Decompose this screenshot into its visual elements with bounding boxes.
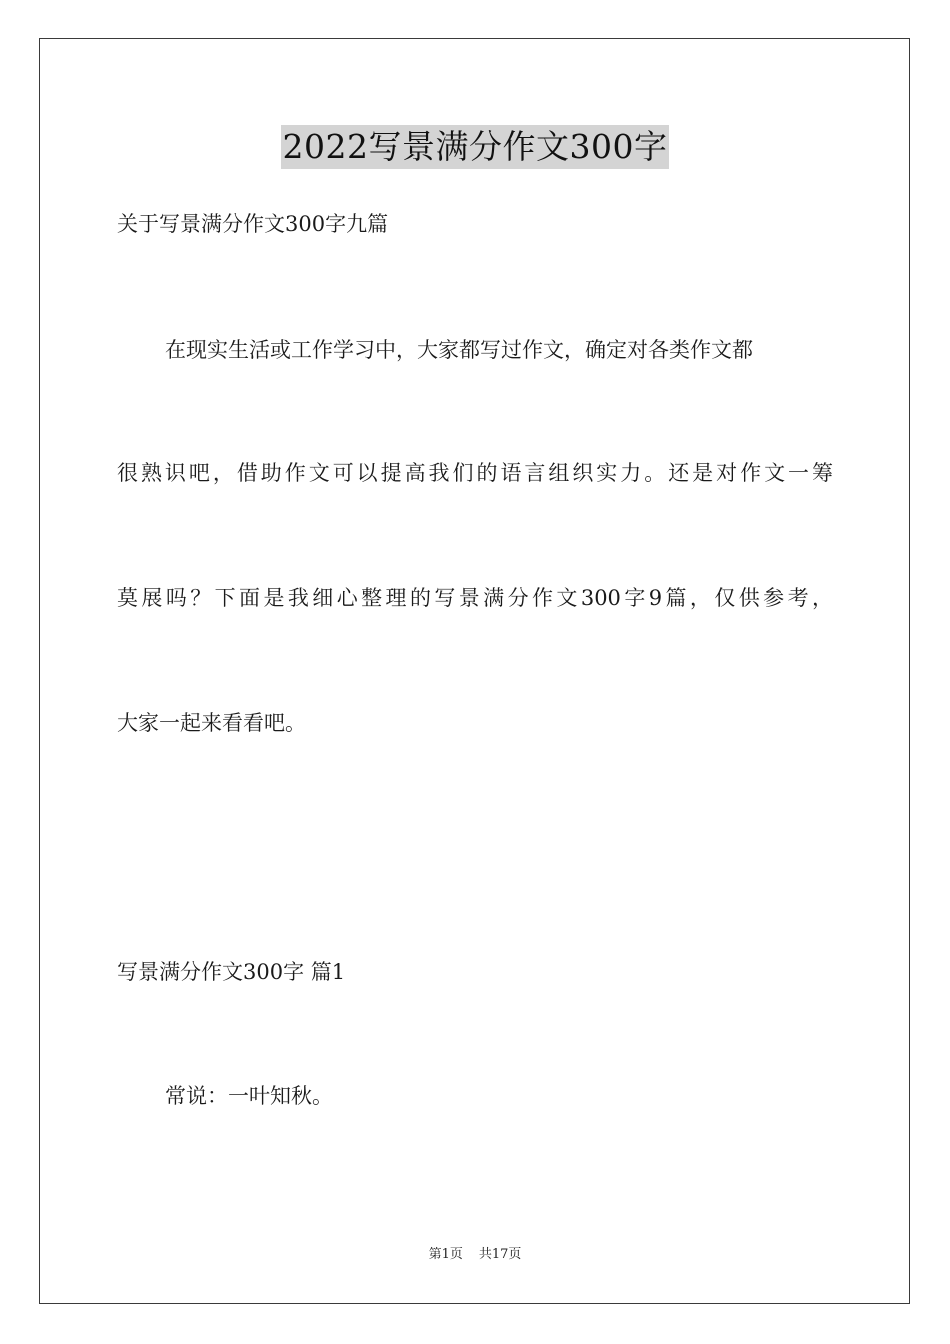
page-number-current: 第1页 [428, 1247, 463, 1262]
paragraph-line-1: 在现实生活或工作学习中，大家都写过作文，确定对各类作文都 [165, 338, 753, 362]
paragraph-line-2: 很熟识吧，借助作文可以提高我们的语言组织实力。还是对作文一筹 [117, 461, 833, 485]
paragraph-line-4: 大家一起来看看吧。 [117, 711, 306, 735]
section-heading: 写景满分作文300字 篇1 [117, 960, 346, 984]
document-title: 2022写景满分作文300字 [281, 125, 670, 169]
title-container [0, 125, 950, 169]
paragraph-line-3: 莫展吗？下面是我细心整理的写景满分作文300字9篇，仅供参考， [117, 586, 833, 610]
document-subtitle: 关于写景满分作文300字九篇 [117, 212, 389, 236]
page-footer [0, 1246, 950, 1264]
section-first-line: 常说：一叶知秋。 [165, 1084, 333, 1108]
page-number-total: 共17页 [478, 1247, 522, 1262]
